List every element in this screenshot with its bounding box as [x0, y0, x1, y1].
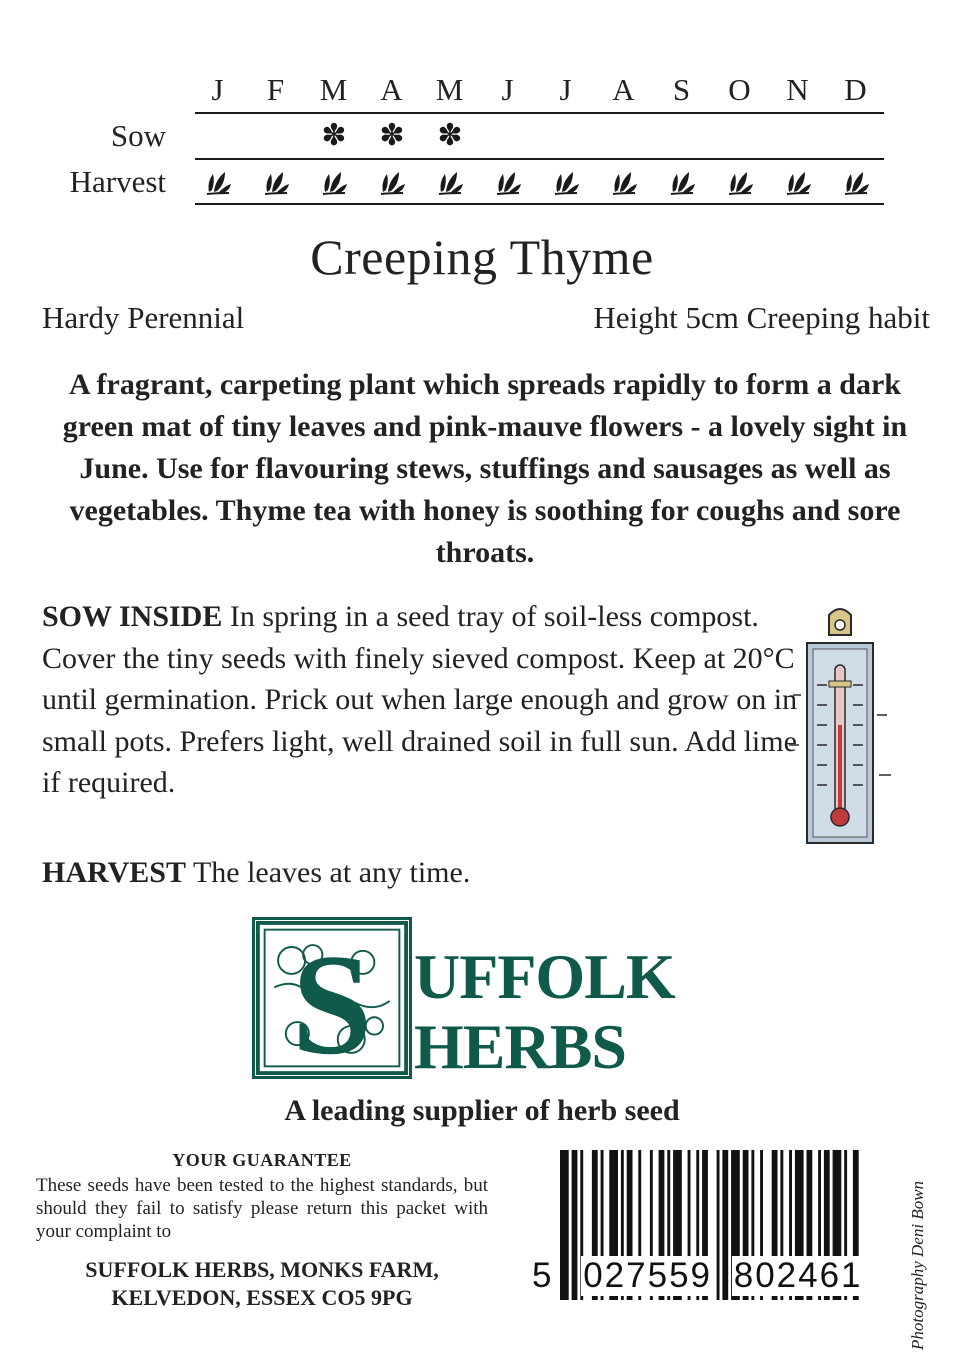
month-label: N [786, 72, 810, 107]
harvest-leaf-icon [836, 166, 876, 198]
month-label: J [211, 72, 225, 107]
harvest-leaf-icon [546, 166, 586, 198]
guarantee-address [36, 1256, 488, 1312]
harvest-leaf-icon [604, 166, 644, 198]
harvest-leaf-icon [256, 166, 296, 198]
harvest-leaf-icon [778, 166, 818, 198]
month-label: J [559, 72, 573, 107]
calendar-rule-bottom [195, 203, 884, 205]
month-label: A [612, 72, 636, 107]
harvest-leaf-icon [372, 166, 412, 198]
ornate-s-logo-icon [252, 917, 412, 1079]
barcode-lead-digit: 5 [532, 1256, 554, 1295]
sow-text: In spring in a seed tray of soil-less compost. Cover the tiny seeds with finely sieved compost. Keep at 20°C until germination. Prick out when large enough and grow on in small pots. Prefers light, well drained soil in full sun. Add lime if required. [42, 600, 798, 799]
month-label: F [266, 72, 286, 107]
photo-credit: Photography Deni Bown [908, 1180, 927, 1350]
harvest-leaf-icon [720, 166, 760, 198]
sow-instructions [42, 596, 802, 804]
suffolk-herbs-logo [252, 917, 722, 1085]
month-label: M [435, 72, 465, 107]
sow-mark-icon: ✽ [437, 119, 463, 152]
harvest-leaf-icon [314, 166, 354, 198]
sowing-calendar [0, 0, 964, 215]
month-label: D [844, 72, 868, 107]
harvest-heading: HARVEST [42, 856, 186, 889]
guarantee-title: YOUR GUARANTEE [172, 1150, 352, 1170]
calendar-rule-middle [195, 158, 884, 160]
month-label: O [728, 72, 752, 107]
barcode-group-1: 027559 [583, 1256, 712, 1295]
harvest-leaf-icon [198, 166, 238, 198]
month-label: J [501, 72, 515, 107]
month-label: A [380, 72, 404, 107]
plant-height: Height 5cm Creeping habit [593, 300, 930, 335]
harvest-leaf-icon [430, 166, 470, 198]
sow-mark-icon: ✽ [321, 119, 347, 152]
sow-heading: SOW INSIDE [42, 600, 223, 633]
harvest-leaf-icon [488, 166, 528, 198]
barcode-group-2: 802461 [733, 1256, 863, 1295]
logo-word-herbs: HERBS [414, 1011, 626, 1082]
harvest-text: The leaves at any time. [192, 856, 471, 889]
calendar-rule-top [195, 112, 884, 114]
logo-word-suffolk: UFFOLK [414, 941, 675, 1012]
plant-type: Hardy Perennial [42, 300, 245, 335]
thermometer-illustration [785, 605, 895, 850]
month-label: S [672, 72, 692, 107]
address-line-2: KELVEDON, ESSEX CO5 9PG [111, 1285, 413, 1310]
address-line-1: SUFFOLK HERBS, MONKS FARM, [85, 1257, 439, 1282]
logo-letter: S [291, 924, 373, 1079]
barcode-number [530, 1256, 870, 1296]
guarantee-text: These seeds have been tested to the highest standards, but should they fail to satisfy please return this packet with your complaint to [36, 1175, 488, 1242]
sow-mark-icon: ✽ [379, 119, 405, 152]
harvest-row-label: Harvest [69, 164, 166, 199]
brand-tagline: A leading supplier of herb seed [284, 1094, 680, 1127]
harvest-leaf-icon [662, 166, 702, 198]
plant-title: Creeping Thyme [310, 229, 654, 285]
plant-description: A fragrant, carpeting plant which spreads rapidly to form a dark green mat of tiny leaves and pink-mauve flowers - a lovely sight in June. Use for flavouring stews, stuffings and sausages as well as vegetables. Thyme tea with honey is soothing for coughs and sore throats. [62, 368, 908, 569]
month-label: M [319, 72, 349, 107]
harvest-instructions [42, 852, 802, 894]
sow-row-label: Sow [110, 118, 166, 153]
